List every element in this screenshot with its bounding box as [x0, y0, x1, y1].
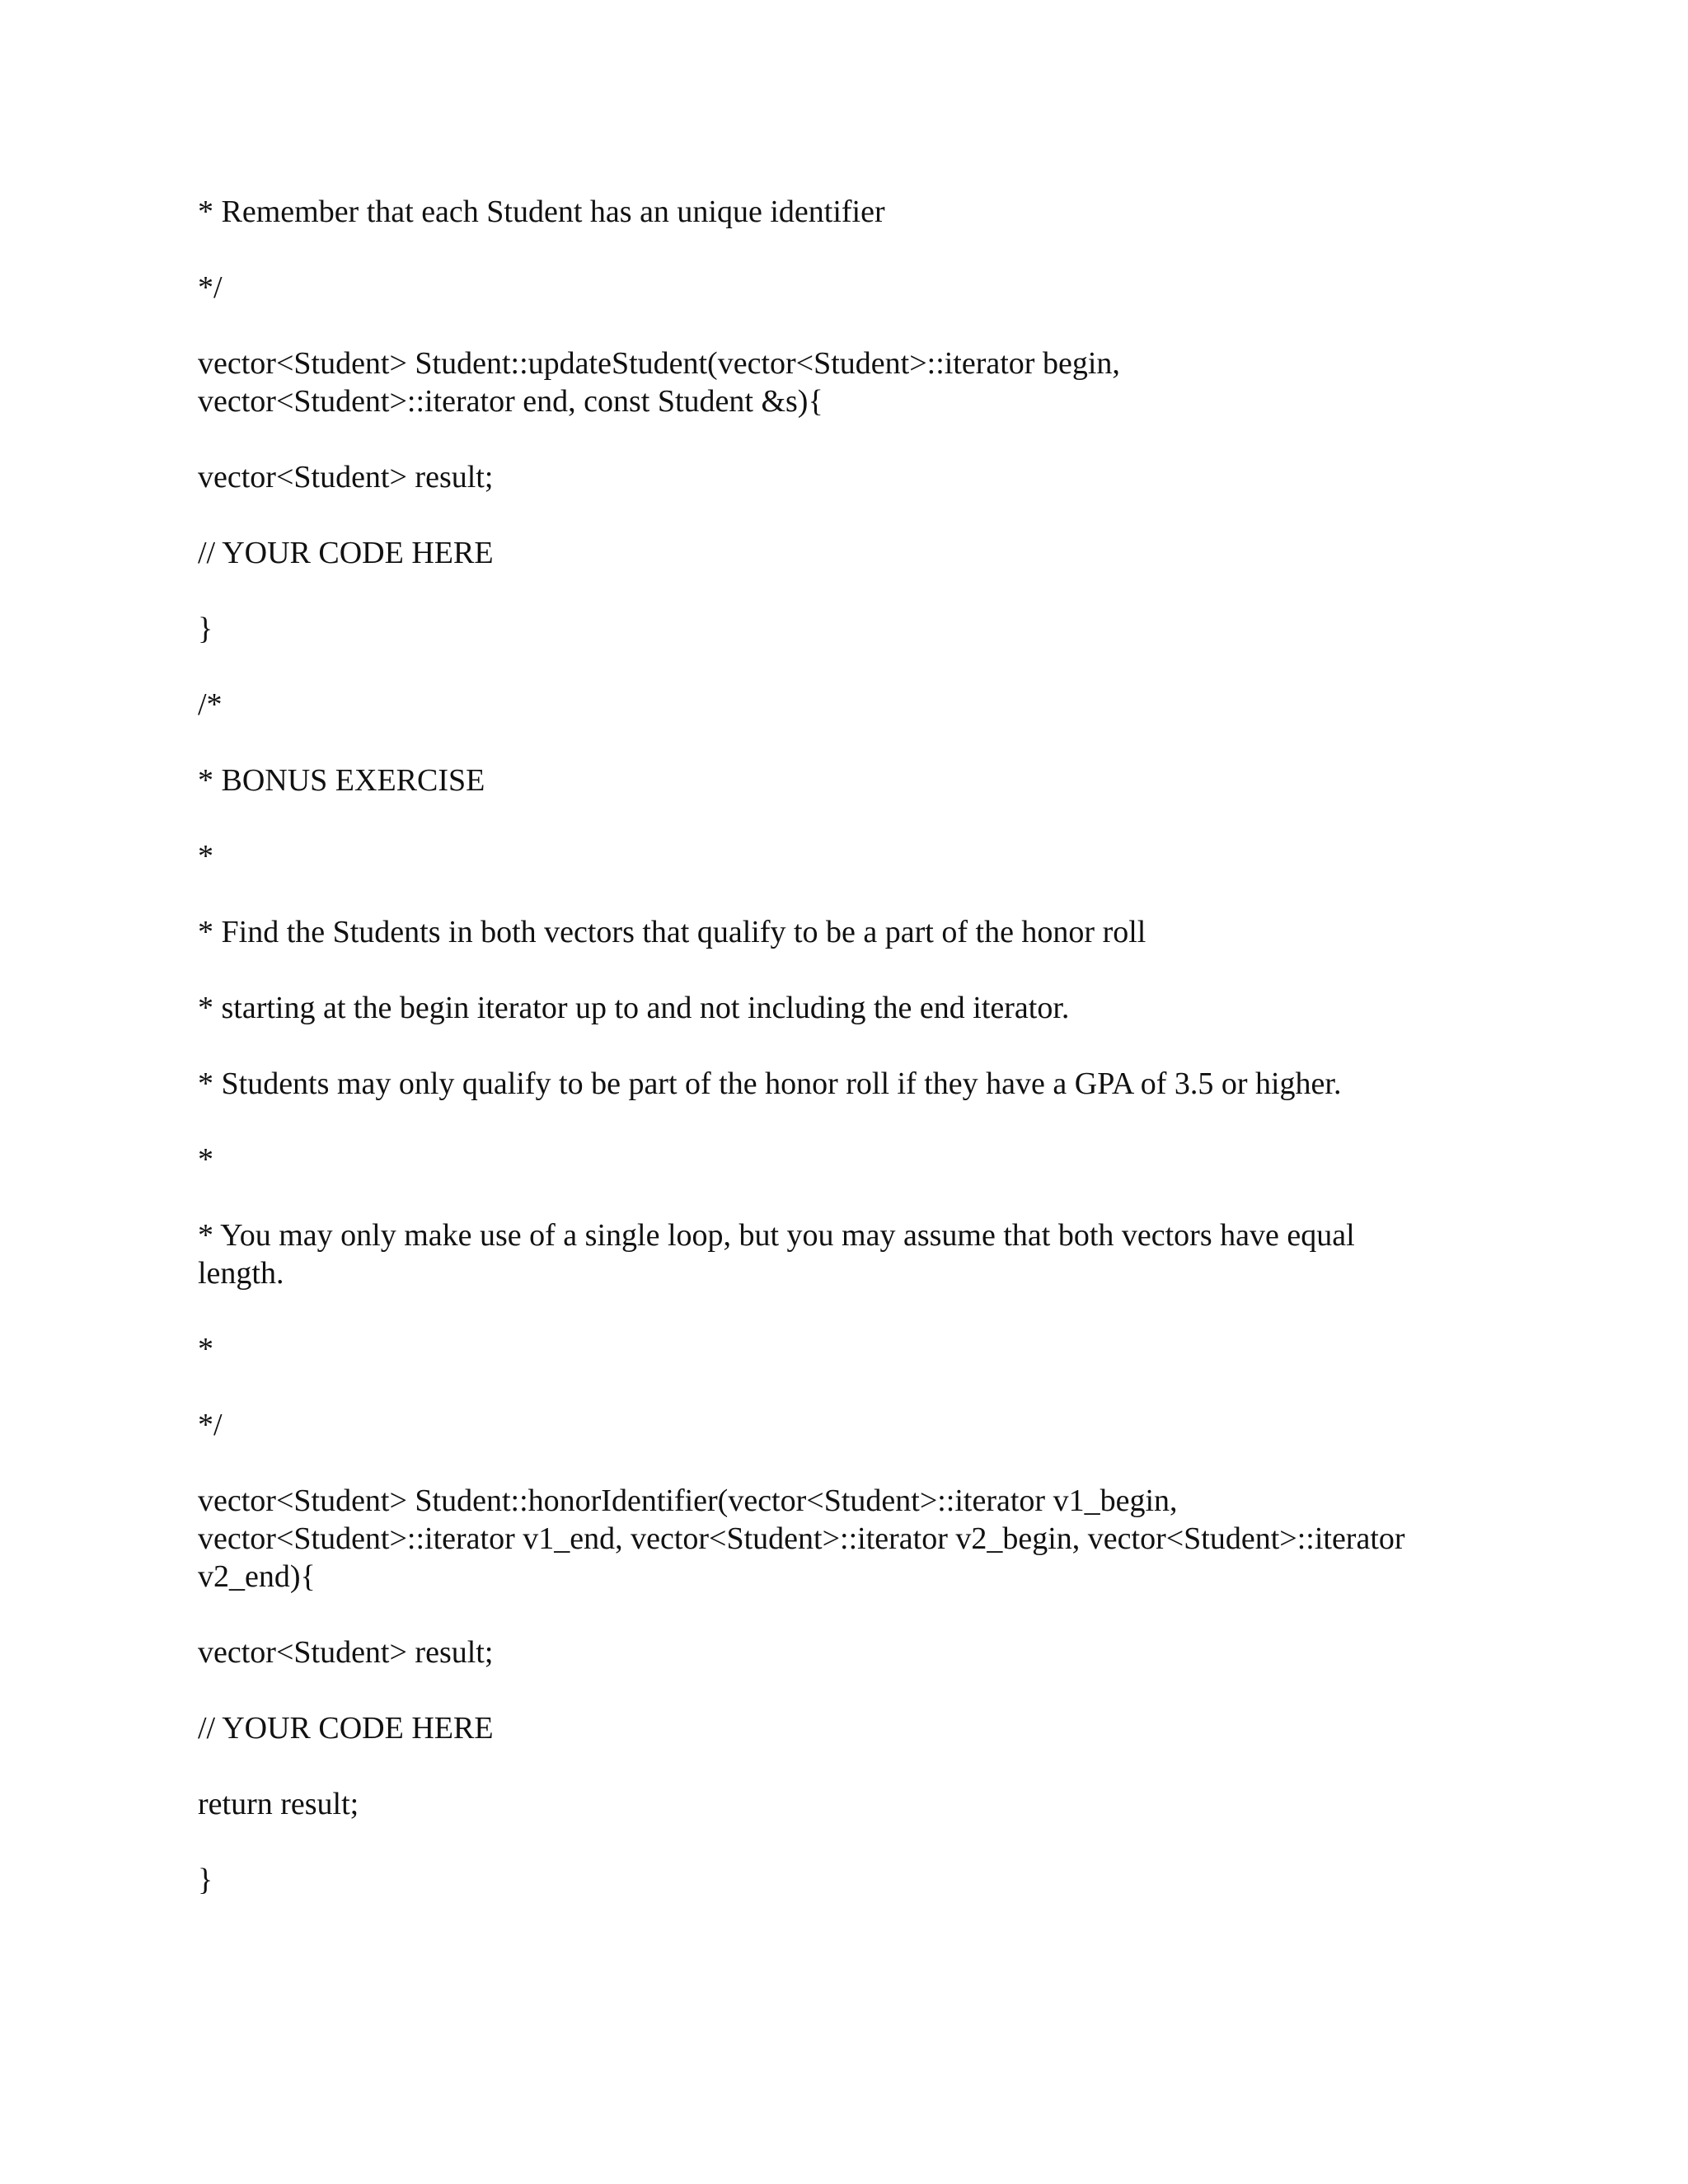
- closing-brace: }: [198, 612, 213, 646]
- honor-roll-instruction: * Find the Students in both vectors that qualify to be a part of the honor roll: [198, 915, 1146, 949]
- return-result-statement: return result;: [198, 1787, 359, 1821]
- comment-star-2: *: [198, 1142, 213, 1177]
- closing-brace-2: }: [198, 1863, 213, 1897]
- your-code-here-comment-2: // YOUR CODE HERE: [198, 1711, 494, 1746]
- honor-identifier-signature: vector<Student> Student::honorIdentifier(vector<Student>::iterator v1_begin, vector<Student>::iterator v1_end, vector<Student>::iterator v2_begin, vector<Student>::iterator v2_end){: [198, 1483, 1405, 1594]
- result-declaration: vector<Student> result;: [198, 460, 494, 494]
- iterator-range-instruction: * starting at the begin iterator up to and not including the end iterator.: [198, 991, 1070, 1025]
- comment-close-2: */: [198, 1408, 223, 1442]
- bonus-exercise-heading: * BONUS EXERCISE: [198, 763, 485, 798]
- comment-unique-identifier: * Remember that each Student has an unique identifier: [198, 194, 885, 229]
- result-declaration-2: vector<Student> result;: [198, 1635, 494, 1670]
- single-loop-instruction: * You may only make use of a single loop, but you may assume that both vectors have equal length.: [198, 1218, 1355, 1291]
- update-student-signature: vector<Student> Student::updateStudent(vector<Student>::iterator begin, vector<Student>::iterator end, const Student &s){: [198, 346, 1120, 419]
- comment-star: *: [198, 839, 213, 874]
- comment-star-3: *: [198, 1332, 213, 1366]
- comment-close: */: [198, 270, 223, 305]
- your-code-here-comment: // YOUR CODE HERE: [198, 536, 494, 570]
- gpa-requirement-instruction: * Students may only qualify to be part of the honor roll if they have a GPA of 3.5 or higher.: [198, 1066, 1342, 1101]
- comment-open: /*: [198, 687, 223, 722]
- code-text-block: [198, 193, 1517, 1937]
